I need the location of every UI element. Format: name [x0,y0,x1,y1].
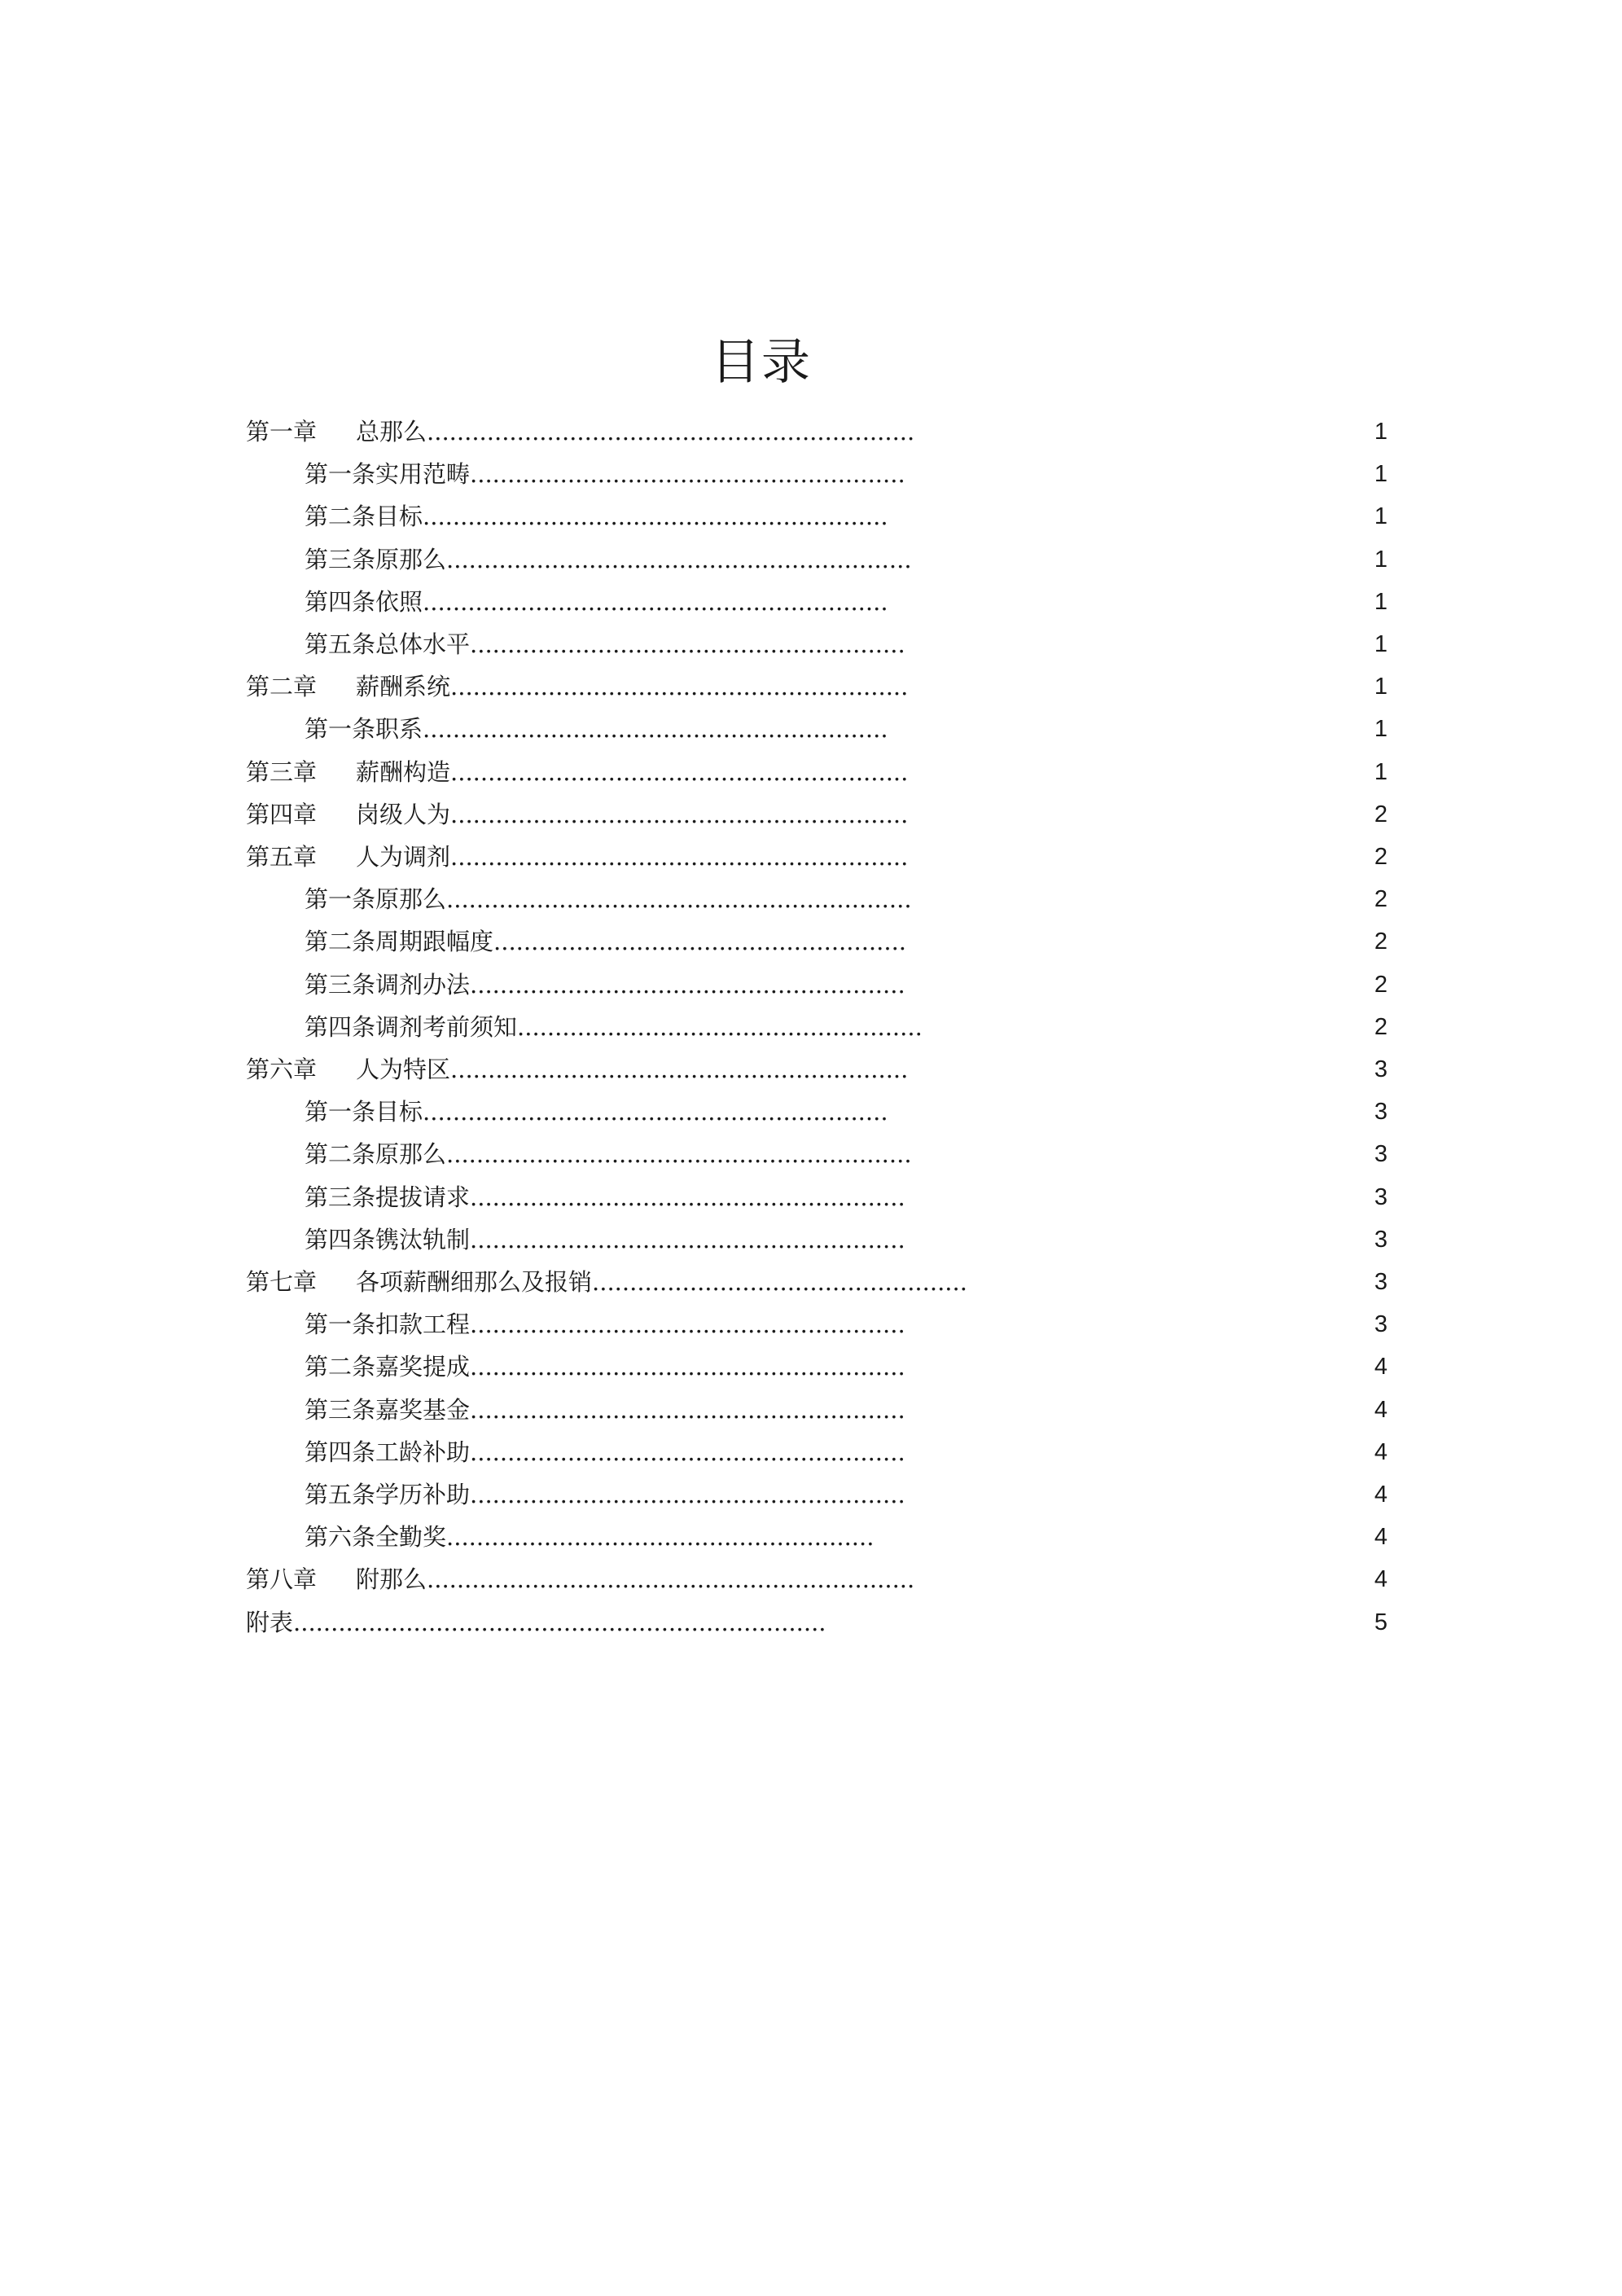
toc-entry-text [246,1559,914,1600]
toc-entry-leader-dots: .......................................................... [470,460,905,488]
toc-entry-page-number: 2 [1374,844,1387,870]
toc-entry-leader-dots: .............................................................. [423,1098,888,1126]
toc-entry[interactable] [0,496,1622,537]
toc-entry-leader-dots: ............................................................. [450,843,909,871]
toc-entry-leader-dots: .......................................................... [470,1353,905,1381]
toc-entry[interactable] [0,1134,1622,1174]
toc-entry-text [305,1091,888,1132]
toc-entry[interactable] [0,794,1622,835]
toc-entry-page-number: 3 [1374,1311,1387,1337]
toc-entry-page-number: 1 [1374,631,1387,657]
toc-entry[interactable] [0,1049,1622,1090]
toc-entry-label: 第四条调剂考前须知 [305,1013,518,1041]
toc-entry-chapter-number: 第八章 [246,1565,318,1593]
toc-entry[interactable] [0,879,1622,920]
toc-entry[interactable] [0,1346,1622,1387]
toc-entry[interactable] [0,582,1622,622]
toc-entry-text [246,1602,826,1643]
toc-entry-label: 第四条工龄补助 [305,1438,471,1466]
toc-entry-leader-dots: ...................................................... [517,1013,923,1041]
toc-entry-text [305,964,905,1005]
toc-entry-page-number: 4 [1374,1439,1387,1465]
toc-entry[interactable] [0,666,1622,707]
toc-entry-page-number: 2 [1374,1014,1387,1040]
toc-entry-leader-dots: ............................................................. [450,758,909,786]
toc-entry-text [305,539,912,580]
toc-entry-label: 人为调剂 [356,843,451,871]
toc-entry-leader-dots: ............................................................. [450,1056,909,1083]
toc-entry-text [246,1049,908,1090]
toc-entry-label: 第二条原那么 [305,1140,447,1168]
toc-entry-page-number: 4 [1374,1397,1387,1423]
toc-entry[interactable] [0,1219,1622,1260]
toc-entry[interactable] [0,1517,1622,1557]
toc-entry-page-number: 3 [1374,1099,1387,1125]
toc-entry-page-number: 2 [1374,972,1387,998]
toc-entry-leader-dots: .............................................................. [446,546,912,573]
toc-entry-text [305,1474,905,1515]
toc-entry-text [305,624,905,665]
toc-entry-leader-dots: .......................................................... [470,630,905,658]
toc-entry-chapter-number: 第三章 [246,758,318,786]
toc-entry-page-number: 4 [1374,1566,1387,1592]
toc-entry-leader-dots: .......................................................... [470,1481,905,1508]
toc-entry-page-number: 3 [1374,1227,1387,1253]
toc-entry-label: 第二条周期跟幅度 [305,928,494,955]
toc-entry-chapter-number: 第五章 [246,843,318,871]
toc-entry-text [305,709,888,749]
toc-entry-leader-dots: .............................................................. [446,885,912,913]
toc-entry-text [305,1219,905,1260]
toc-entry-text [246,666,908,707]
toc-entry[interactable] [0,1177,1622,1218]
toc-entry-label: 第三条提拔请求 [305,1183,471,1211]
toc-entry-chapter-number: 第二章 [246,673,318,700]
toc-entry-page-number: 1 [1374,503,1387,529]
toc-entry-label: 第五条学历补助 [305,1481,471,1508]
toc-entry[interactable] [0,964,1622,1005]
toc-entry-text [305,1389,905,1430]
toc-entry-label: 第一条职系 [305,715,423,743]
toc-entry-page-number: 2 [1374,928,1387,955]
toc-entry[interactable] [0,1262,1622,1302]
toc-entry-leader-dots: .......................................................... [470,971,905,999]
toc-entry[interactable] [0,1007,1622,1047]
toc-entry-chapter-number: 第一章 [246,418,318,446]
toc-entry-page-number: 1 [1374,461,1387,487]
toc-entry[interactable] [0,1474,1622,1515]
toc-entry-text [246,411,914,452]
toc-entry[interactable] [0,1091,1622,1132]
toc-entry-label: 第三条嘉奖基金 [305,1396,471,1424]
toc-entry-text [305,1517,874,1557]
toc-entry-page-number: 1 [1374,716,1387,742]
toc-entry-leader-dots: .......................................................... [470,1438,905,1466]
toc-entry-page-number: 3 [1374,1269,1387,1295]
toc-entry[interactable] [0,921,1622,962]
toc-entry-label: 第四条依照 [305,588,423,616]
toc-entry-label: 岗级人为 [356,801,451,828]
toc-entry-chapter-number: 第七章 [246,1268,318,1296]
toc-entry-leader-dots: .......................................................... [470,1310,905,1338]
toc-entry-leader-dots: .............................................................. [423,715,888,743]
toc-entry-text [305,1304,905,1345]
toc-entry-text [246,794,908,835]
toc-entry-label: 第一条目标 [305,1098,423,1126]
toc-entry[interactable] [0,411,1622,452]
toc-entry[interactable] [0,1432,1622,1473]
toc-entry-leader-dots: ............................................................. [450,673,909,700]
toc-entry-label: 第五条总体水平 [305,630,471,658]
toc-entry-label: 第二条嘉奖提成 [305,1353,471,1381]
toc-entry-page-number: 5 [1374,1609,1387,1635]
toc-entry-label: 第三条原那么 [305,546,447,573]
toc-entry-leader-dots: ....................................................... [493,928,907,955]
toc-entry-chapter-number: 第六章 [246,1056,318,1083]
toc-entry-page-number: 2 [1374,801,1387,828]
toc-entry-text [246,1262,967,1302]
toc-entry-text [305,454,905,494]
toc-entry-text [305,1346,905,1387]
toc-entry-page-number: 3 [1374,1056,1387,1082]
toc-entry-label: 第一条扣款工程 [305,1310,471,1338]
toc-entry-leader-dots: .............................................................. [446,1140,912,1168]
toc-entry-text [305,496,888,537]
toc-entry-label: 第三条调剂办法 [305,971,471,999]
toc-entry-page-number: 1 [1374,589,1387,615]
toc-entry-label: 总那么 [356,418,427,446]
toc-entry-page-number: 4 [1374,1524,1387,1550]
toc-entry-page-number: 3 [1374,1184,1387,1210]
toc-entry[interactable] [0,454,1622,494]
toc-entry[interactable] [0,1602,1622,1643]
toc-entry-text [305,1007,923,1047]
toc-entry[interactable] [0,836,1622,877]
toc-title: 目录 [711,334,812,391]
toc-entry-label: 薪酬构造 [356,758,451,786]
toc-entry[interactable] [0,1389,1622,1430]
toc-entry-leader-dots: .......................................................... [470,1183,905,1211]
toc-entry-label: 第二条目标 [305,503,423,530]
toc-entry-leader-dots: ....................................................................... [293,1609,826,1636]
toc-entry-leader-dots: ................................................................. [427,1565,915,1593]
toc-entry-label: 人为特区 [356,1056,451,1083]
toc-entry-label: 第一条原那么 [305,885,447,913]
toc-entry[interactable] [0,709,1622,749]
toc-entry-label: 第六条全勤奖 [305,1523,447,1551]
toc-entry-text [305,1134,912,1174]
toc-entry-text [305,582,888,622]
toc-entry-text [246,752,908,792]
toc-entry-page-number: 4 [1374,1482,1387,1508]
toc-entry-label: 各项薪酬细那么及报销 [356,1268,593,1296]
toc-entry-leader-dots: ................................................................. [427,418,915,446]
toc-entry-leader-dots: .......................................................... [470,1226,905,1253]
toc-entry-page-number: 3 [1374,1141,1387,1167]
toc-entry-leader-dots: .................................................. [592,1268,967,1296]
toc-entry-label: 第一条实用范畴 [305,460,471,488]
toc-entry-leader-dots: .............................................................. [423,503,888,530]
toc-entry-label: 附表 [246,1609,294,1636]
toc-entry-label: 薪酬系统 [356,673,451,700]
toc-entry-text [305,921,906,962]
toc-entry-leader-dots: .......................................................... [470,1396,905,1424]
toc-entry-label: 第四条镌汰轨制 [305,1226,471,1253]
toc-entry-chapter-number: 第四章 [246,801,318,828]
toc-entry-text [246,836,908,877]
toc-entry[interactable] [0,1304,1622,1345]
toc-entry[interactable] [0,752,1622,792]
toc-entry-text [305,1432,905,1473]
toc-entry[interactable] [0,1559,1622,1600]
toc-entry-label: 附那么 [356,1565,427,1593]
toc-entry-text [305,879,912,920]
toc-entry[interactable] [0,539,1622,580]
toc-entry-leader-dots: ............................................................. [450,801,909,828]
toc-entry-page-number: 2 [1374,886,1387,912]
toc-entry-leader-dots: ......................................................... [446,1523,875,1551]
toc-entry-page-number: 1 [1374,419,1387,445]
toc-entry-page-number: 1 [1374,674,1387,700]
toc-entry-text [305,1177,905,1218]
toc-entry-page-number: 4 [1374,1354,1387,1380]
toc-entry-leader-dots: .............................................................. [423,588,888,616]
toc-entry-page-number: 1 [1374,547,1387,573]
toc-entry-page-number: 1 [1374,759,1387,785]
toc-entry[interactable] [0,624,1622,665]
